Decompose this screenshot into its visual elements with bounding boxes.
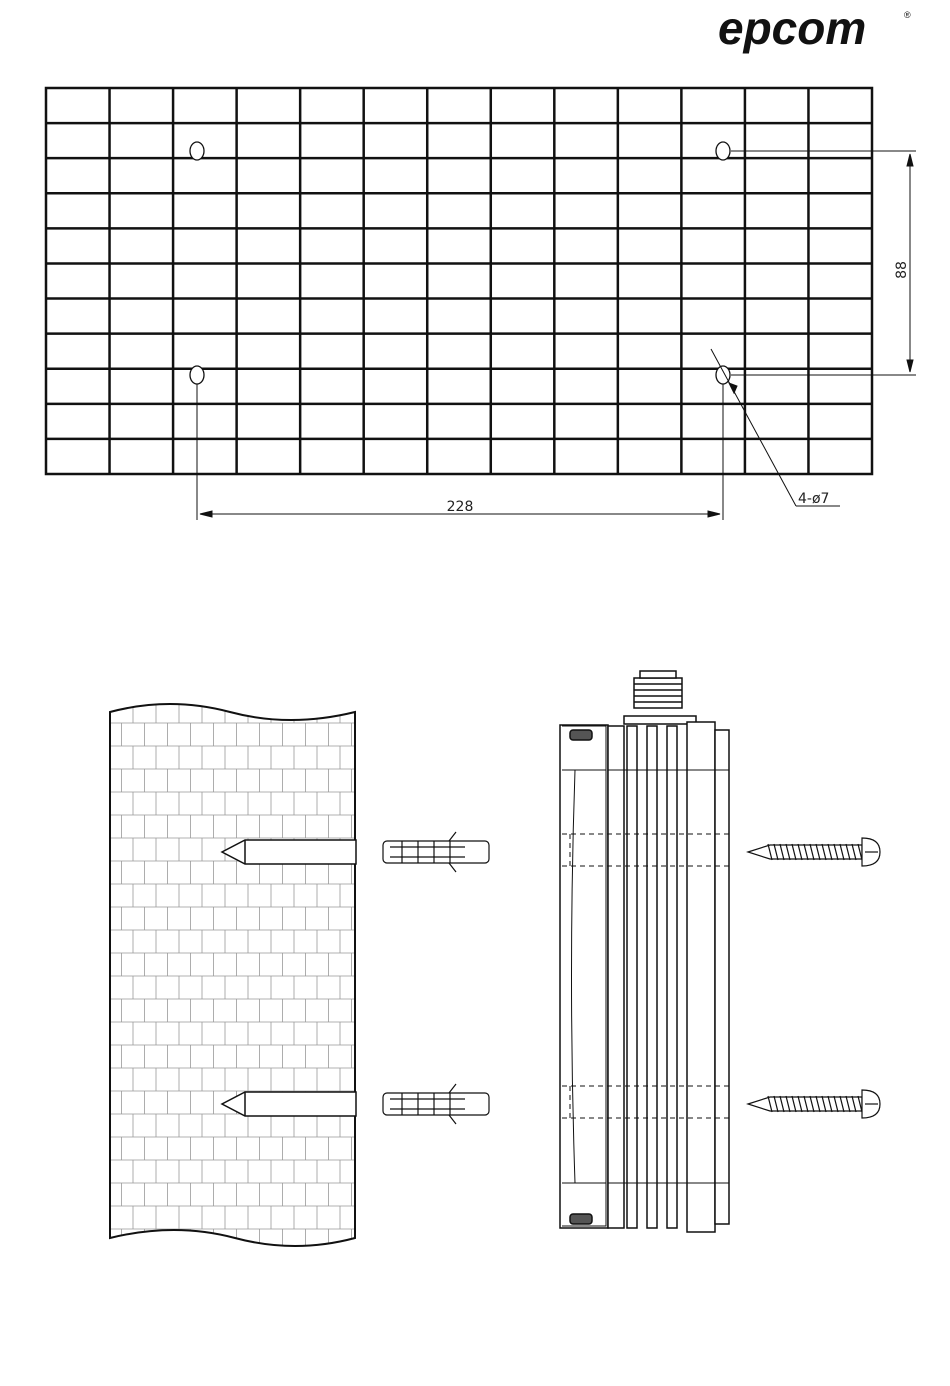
drilled-hole-lower [222,1092,356,1116]
device-side-view [560,671,729,1232]
drilled-hole-upper [222,840,356,864]
wall-anchor-lower [383,1084,489,1124]
mount-hole-top-left [190,142,204,160]
hole-callout-label: 4-ø7 [798,491,830,507]
logo-wordmark: epcom [718,2,867,54]
mount-hole-bottom-left [190,366,204,384]
logo-registered-mark: ® [904,10,911,20]
device-connector [634,678,682,708]
wall-anchor-upper [383,832,489,872]
brick-wall-outline [110,704,355,1246]
dimension-label-88: 88 [894,261,910,279]
wall-grid [46,88,872,474]
mount-hole-bottom-right [716,366,730,384]
screw-upper [748,838,880,866]
brick-wall-pattern [110,700,356,1252]
dimension-label-228: 228 [446,499,474,515]
wall-grid-border [46,88,872,474]
mount-hole-top-right [716,142,730,160]
screw-lower [748,1090,880,1118]
